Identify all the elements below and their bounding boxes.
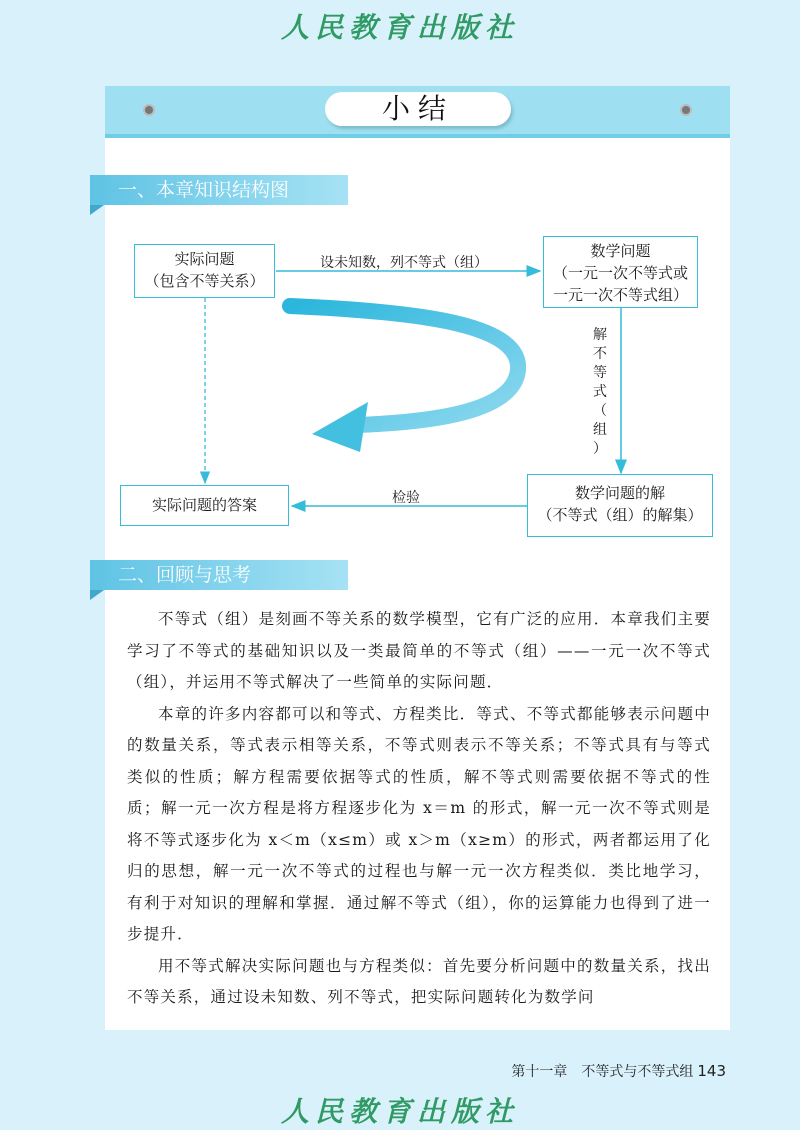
math-solution-title: 数学问题的解 xyxy=(574,484,665,502)
solve-char: 组 xyxy=(593,422,607,438)
box-math-problem xyxy=(543,236,698,308)
box-math-solution xyxy=(527,474,713,537)
paragraph: 本章的许多内容都可以和等式、方程类比．等式、不等式都能够表示问题中的数量关系，等式表示相等关系，不等式则表示不等关系；不等式具有与等式类似的性质；解方程需要依据等式的性质，解不等式则需要依据不等式的性质；解一元一次方程是将方程逐步化为 x＝m 的形式，解一元一次不等式则是将不等式逐步化为 x＜m（x≤m）或 x＞m（x≥m）的形式，两者都运用了化归的思想，解一元一次不等式的过程也与解一元一次方程类似．类比地学习，有利于对知识的理解和掌握．通过解不等式（组），你的运算能力也得到了进一步提升． xyxy=(127,704,711,943)
solve-char: 解 xyxy=(593,327,607,343)
publisher-logo-bottom: 人民教育出版社 xyxy=(280,1095,519,1128)
solve-char: 等 xyxy=(593,365,607,381)
section-heading-review: 二、回顾与思考 xyxy=(90,560,348,590)
box-answer xyxy=(120,485,289,526)
math-problem-note-1: （一元一次不等式或 xyxy=(552,264,688,282)
math-problem-note-2: 一元一次不等式组） xyxy=(552,286,688,304)
review-text xyxy=(127,604,711,1014)
solve-char: 式 xyxy=(593,384,607,400)
real-problem-title: 实际问题 xyxy=(174,250,235,268)
page-footer xyxy=(511,1061,726,1081)
math-problem-title: 数学问题 xyxy=(590,242,651,260)
math-solution-note: （不等式（组）的解集） xyxy=(537,506,703,524)
page-title: 小结 xyxy=(325,92,511,126)
chapter-title: 第十一章 不等式与不等式组 xyxy=(511,1064,694,1080)
box-real-problem xyxy=(134,244,275,298)
page-number: 143 xyxy=(697,1062,726,1080)
paragraph: 用不等式解决实际问题也与方程类似：首先要分析问题中的数量关系，找出不等关系，通过设未知数、列不等式，把实际问题转化为数学问 xyxy=(127,956,711,1006)
publisher-logo-top: 人民教育出版社 xyxy=(280,11,519,44)
solve-char: 不 xyxy=(593,346,607,362)
real-problem-note: （包含不等关系） xyxy=(144,272,265,290)
edge-label-check: 检验 xyxy=(392,490,420,506)
edge-label-set-unknowns: 设未知数，列不等式（组） xyxy=(320,255,488,271)
edge-label-solve xyxy=(592,326,608,459)
solve-char: ） xyxy=(593,441,607,457)
answer-label: 实际问题的答案 xyxy=(151,496,257,514)
big-curved-arrow xyxy=(290,306,518,425)
big-arrow-head xyxy=(312,402,368,452)
section-heading-structure: 一、本章知识结构图 xyxy=(90,175,348,205)
solve-char: （ xyxy=(593,403,607,419)
section-tail xyxy=(90,590,104,600)
paragraph: 不等式（组）是刻画不等关系的数学模型，它有广泛的应用．本章我们主要学习了不等式的基础知识以及一类最简单的不等式（组）——一元一次不等式（组），并运用不等式解决了一些简单的实际问题． xyxy=(127,610,711,691)
